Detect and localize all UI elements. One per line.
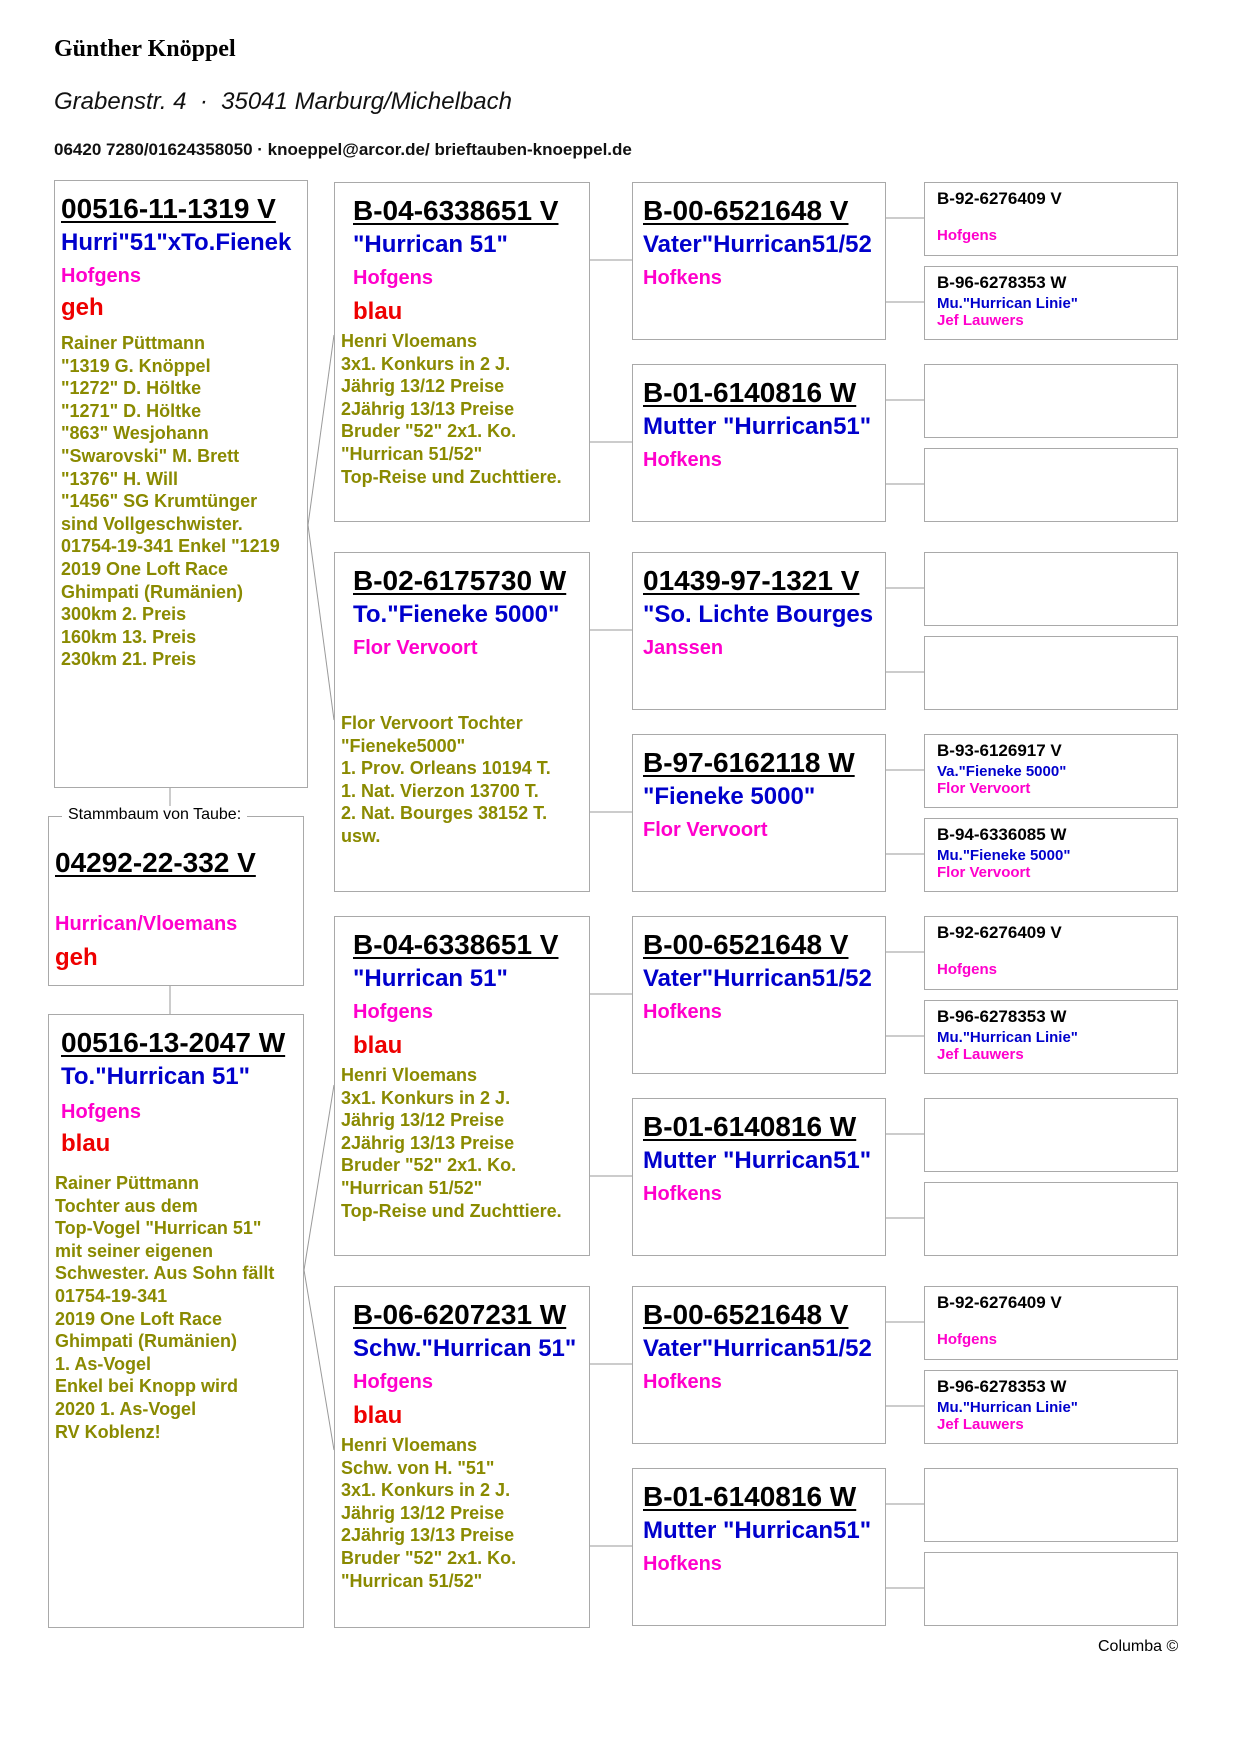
grandparent-color: blau <box>353 298 403 325</box>
grandparent-breeder: Hofgens <box>353 1001 433 1023</box>
mother-color: blau <box>61 1130 111 1157</box>
mother-notes: Rainer Püttmann Tochter aus dem Top-Vogel "Hurrican 51" mit seiner eigenen Schwester. Aus Sohn fällt 01754-19-341 2019 One Loft Race Ghimpati (Rumänien) 1. As-Vogel Enkel bei Knopp wird 2020 1. As-Vogel RV Koblenz! <box>55 1173 275 1442</box>
great-grandparent-card <box>632 1098 886 1256</box>
great-grandparent-name: Vater"Hurrican51/52 <box>643 1335 872 1362</box>
gen5-card <box>924 1182 1178 1256</box>
great-grandparent-name: Mutter "Hurrican51" <box>643 1147 872 1174</box>
gen5-ring: B-93-6126917 V <box>937 741 1062 760</box>
connector-line <box>308 525 334 720</box>
great-grandparent-card <box>632 552 886 710</box>
gen5-card <box>924 266 1178 340</box>
great-grandparent-name: "Fieneke 5000" <box>643 783 816 810</box>
great-grandparent-ring: B-00-6521648 V <box>643 929 849 960</box>
great-grandparent-name: Vater"Hurrican51/52 <box>643 965 872 992</box>
gen5-card <box>924 1468 1178 1542</box>
subject-ring: 04292-22-332 V <box>55 847 256 878</box>
great-grandparent-ring: B-00-6521648 V <box>643 195 849 226</box>
great-grandparent-card <box>632 916 886 1074</box>
grandparent-name: To."Fieneke 5000" <box>353 601 560 628</box>
great-grandparent-card <box>632 364 886 522</box>
great-grandparent-breeder: Hofkens <box>643 1183 722 1205</box>
gen5-card <box>924 1098 1178 1172</box>
gen5-ring: B-92-6276409 V <box>937 923 1062 942</box>
gen5-ring: B-96-6278353 W <box>937 1377 1067 1396</box>
great-grandparent-name: Mutter "Hurrican51" <box>643 413 872 440</box>
father-notes: Rainer Püttmann "1319 G. Knöppel "1272" D. Höltke "1271" D. Höltke "863" Wesjohann "Swarovski" M. Brett "1376" H. Will "1456" SG Krumtünger sind Vollgeschwister. 01754-19-341 Enkel "1219 2019 One Loft Race Ghimpati (Rumänien) 300km 2. Preis 160km 13. Preis 230km 21. Preis <box>61 333 280 670</box>
father-color: geh <box>61 294 104 321</box>
grandparent-notes: Flor Vervoort Tochter "Fieneke5000" 1. Prov. Orleans 10194 T. 1. Nat. Vierzon 13700 T. 2. Nat. Bourges 38152 T. usw. <box>341 713 551 846</box>
grandparent-breeder: Hofgens <box>353 1371 433 1393</box>
gen5-breeder: Flor Vervoort <box>937 780 1031 797</box>
great-grandparent-card <box>632 182 886 340</box>
gen5-card <box>924 916 1178 990</box>
great-grandparent-breeder: Hofkens <box>643 267 722 289</box>
grandparent-notes: Henri Vloemans 3x1. Konkurs in 2 J. Jährig 13/12 Preise 2Jährig 13/13 Preise Bruder "52" 2x1. Ko. "Hurrican 51/52" Top-Reise und Zuchttiere. <box>341 331 562 487</box>
great-grandparent-breeder: Flor Vervoort <box>643 819 768 841</box>
great-grandparent-name: Vater"Hurrican51/52 <box>643 231 872 258</box>
great-grandparent-card <box>632 1468 886 1626</box>
grandparent-card <box>334 1286 590 1628</box>
grandparent-card <box>334 916 590 1256</box>
grandparent-name: Schw."Hurrican 51" <box>353 1335 577 1362</box>
mother-card <box>48 1014 304 1628</box>
connector-line <box>304 1270 334 1450</box>
connector-line <box>308 335 334 525</box>
grandparent-ring: B-04-6338651 V <box>353 929 559 960</box>
stammbaum-label: Stammbaum von Taube: <box>62 806 247 824</box>
gen5-ring: B-94-6336085 W <box>937 825 1067 844</box>
grandparent-ring: B-04-6338651 V <box>353 195 559 226</box>
great-grandparent-ring: B-00-6521648 V <box>643 1299 849 1330</box>
grandparent-ring: B-06-6207231 W <box>353 1299 567 1330</box>
great-grandparent-breeder: Hofkens <box>643 1371 722 1393</box>
great-grandparent-ring: B-01-6140816 W <box>643 1481 857 1512</box>
gen5-breeder: Jef Lauwers <box>937 1416 1024 1433</box>
grandparent-color: blau <box>353 1402 403 1429</box>
gen5-card <box>924 1370 1178 1444</box>
grandparent-card <box>334 552 590 892</box>
connector-line <box>304 1085 334 1270</box>
gen5-card <box>924 448 1178 522</box>
gen5-card <box>924 1286 1178 1360</box>
father-ring: 00516-11-1319 V <box>61 193 276 224</box>
gen5-card <box>924 1552 1178 1626</box>
subject-color: geh <box>55 944 98 971</box>
gen5-card <box>924 552 1178 626</box>
gen5-card <box>924 818 1178 892</box>
gen5-name: Mu."Fieneke 5000" <box>937 847 1071 864</box>
grandparent-breeder: Flor Vervoort <box>353 637 478 659</box>
gen5-card <box>924 182 1178 256</box>
grandparent-breeder: Hofgens <box>353 267 433 289</box>
gen5-card <box>924 1000 1178 1074</box>
gen5-name: Mu."Hurrican Linie" <box>937 1029 1078 1046</box>
grandparent-notes: Henri Vloemans Schw. von H. "51" 3x1. Konkurs in 2 J. Jährig 13/12 Preise 2Jährig 13/13 Preise Bruder "52" 2x1. Ko. "Hurrican 51/52" <box>341 1435 517 1591</box>
great-grandparent-breeder: Janssen <box>643 637 724 659</box>
great-grandparent-ring: B-01-6140816 W <box>643 377 857 408</box>
gen5-ring: B-96-6278353 W <box>937 1007 1067 1026</box>
gen5-card <box>924 734 1178 808</box>
gen5-name: Mu."Hurrican Linie" <box>937 1399 1078 1416</box>
gen5-breeder: Hofgens <box>937 227 997 244</box>
great-grandparent-name: Mutter "Hurrican51" <box>643 1517 872 1544</box>
father-card <box>54 180 308 788</box>
owner-contact: 06420 7280/01624358050 · knoeppel@arcor.de/ brieftauben-knoeppel.de <box>54 140 632 159</box>
great-grandparent-breeder: Hofkens <box>643 449 722 471</box>
great-grandparent-breeder: Hofkens <box>643 1001 722 1023</box>
gen5-ring: B-92-6276409 V <box>937 1293 1062 1312</box>
great-grandparent-name: "So. Lichte Bourges <box>643 601 874 628</box>
mother-ring: 00516-13-2047 W <box>61 1027 286 1058</box>
gen5-breeder: Jef Lauwers <box>937 312 1024 329</box>
subject-card <box>48 816 304 986</box>
gen5-card <box>924 364 1178 438</box>
subject-breeder: Hurrican/Vloemans <box>55 913 238 935</box>
owner-address: Grabenstr. 4 · 35041 Marburg/Michelbach <box>54 88 513 115</box>
great-grandparent-breeder: Hofkens <box>643 1553 722 1575</box>
grandparent-notes: Henri Vloemans 3x1. Konkurs in 2 J. Jährig 13/12 Preise 2Jährig 13/13 Preise Bruder "52" 2x1. Ko. "Hurrican 51/52" Top-Reise und Zuchttiere. <box>341 1065 562 1221</box>
grandparent-ring: B-02-6175730 W <box>353 565 567 596</box>
gen5-ring: B-96-6278353 W <box>937 273 1067 292</box>
mother-name: To."Hurrican 51" <box>61 1063 251 1090</box>
gen5-name: Mu."Hurrican Linie" <box>937 295 1078 312</box>
gen5-breeder: Hofgens <box>937 1331 997 1348</box>
great-grandparent-ring: B-01-6140816 W <box>643 1111 857 1142</box>
great-grandparent-ring: B-97-6162118 W <box>643 747 855 778</box>
great-grandparent-card <box>632 1286 886 1444</box>
father-breeder: Hofgens <box>61 265 141 287</box>
grandparent-name: "Hurrican 51" <box>353 231 508 258</box>
great-grandparent-ring: 01439-97-1321 V <box>643 565 860 596</box>
grandparent-name: "Hurrican 51" <box>353 965 508 992</box>
gen5-breeder: Hofgens <box>937 961 997 978</box>
gen5-breeder: Flor Vervoort <box>937 864 1031 881</box>
gen5-ring: B-92-6276409 V <box>937 189 1062 208</box>
gen5-name: Va."Fieneke 5000" <box>937 763 1067 780</box>
footer-copyright: Columba © <box>1098 1638 1179 1655</box>
grandparent-color: blau <box>353 1032 403 1059</box>
gen5-card <box>924 636 1178 710</box>
father-name: Hurri"51"xTo.Fienek <box>61 229 292 256</box>
mother-breeder: Hofgens <box>61 1101 141 1123</box>
grandparent-card <box>334 182 590 522</box>
owner-name: Günther Knöppel <box>54 36 236 62</box>
gen5-breeder: Jef Lauwers <box>937 1046 1024 1063</box>
great-grandparent-card <box>632 734 886 892</box>
